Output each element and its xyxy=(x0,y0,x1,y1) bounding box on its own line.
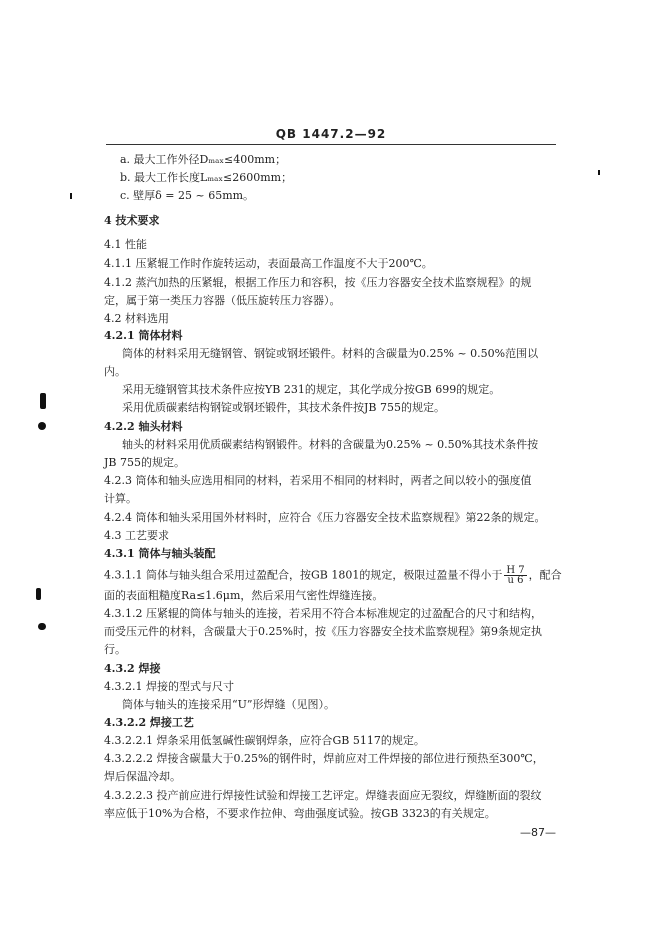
fit-tolerance-fraction xyxy=(504,566,526,585)
scan-mark xyxy=(598,170,600,175)
section-heading-4-3: 4.3 工艺要求 xyxy=(104,529,169,542)
fraction-numerator: H 7 xyxy=(506,565,525,576)
page-number: —87— xyxy=(520,826,556,839)
clause-4-3-2-2-2-cont: 焊后保温冷却。 xyxy=(104,770,181,783)
clause-4-2-2: 4.2.2 轴头材料 xyxy=(104,420,183,433)
clause-4-3-1-2: 4.3.1.2 压紧辊的筒体与轴头的连接，若采用不符合本标准规定的过盈配合的尺寸和结构， xyxy=(104,607,542,620)
clause-4-3-1-1-text: 4.3.1.1 筒体与轴头组合采用过盈配合，按GB 1801的规定，极限过盈量不得小于 xyxy=(104,568,503,582)
paragraph-barrel-material: 筒体的材料采用无缝钢管、钢锭或钢坯锻件。材料的含碳量为0.25% ~ 0.50%范围以 xyxy=(122,347,539,360)
scan-mark xyxy=(40,393,46,409)
clause-4-3-2-2: 4.3.2.2 焊接工艺 xyxy=(104,716,194,729)
clause-4-1-2: 4.1.2 蒸汽加热的压紧辊，根据工作压力和容积，按《压力容器安全技术监察规程》的规 xyxy=(104,276,532,289)
clause-4-3-1-1-tail: ，配合 xyxy=(528,568,562,582)
clause-4-2-3: 4.2.3 筒体和轴头应选用相同的材料，若采用不相同的材料时，两者之间以较小的强度值 xyxy=(104,474,532,487)
clause-4-3-1-1-cont: 面的表面粗糙度Ra≤1.6μm，然后采用气密性焊缝连接。 xyxy=(104,589,384,602)
clause-4-3-1-2-cont: 而受压元件的材料，含碳量大于0.25%时，按《压力容器安全技术监察规程》第9条规定执 xyxy=(104,625,542,638)
clause-4-3-1: 4.3.1 筒体与轴头装配 xyxy=(104,547,216,560)
clause-4-3-1-1 xyxy=(104,566,562,585)
paragraph-u-weld: 筒体与轴头的连接采用“U”形焊缝（见图）。 xyxy=(122,698,336,711)
clause-4-1-2-cont: 定，属于第一类压力容器（低压旋转压力容器）。 xyxy=(104,294,341,307)
clause-4-3-2-2-3: 4.3.2.2.3 投产前应进行焊接性试验和焊接工艺评定。焊缝表面应无裂纹，焊缝断面的裂纹 xyxy=(104,789,542,802)
standard-code-header: QB 1447.2—92 xyxy=(275,127,387,141)
section-heading-4: 4 技术要求 xyxy=(104,214,160,227)
paragraph-shaft-material-cont: JB 755的规定。 xyxy=(104,456,185,469)
list-item-c: c. 壁厚δ = 25 ~ 65mm。 xyxy=(120,189,255,202)
clause-4-1-1: 4.1.1 压紧辊工作时作旋转运动，表面最高工作温度不大于200℃。 xyxy=(104,257,433,270)
list-item-b: b. 最大工作长度Lₘₐₓ≤2600mm； xyxy=(120,171,293,184)
paragraph-shaft-material: 轴头的材料采用优质碳素结构钢锻件。材料的含碳量为0.25% ~ 0.50%其技术条件按 xyxy=(122,438,539,451)
scan-mark xyxy=(36,588,41,600)
list-item-a: a. 最大工作外径Dₘₐₓ≤400mm； xyxy=(120,153,287,166)
clause-4-3-2-2-1: 4.3.2.2.1 焊条采用低氢碱性碳钢焊条，应符合GB 5117的规定。 xyxy=(104,734,425,747)
clause-4-3-2: 4.3.2 焊接 xyxy=(104,662,161,675)
paragraph-seamless-pipe: 采用无缝钢管其技术条件应按YB 231的规定，其化学成分按GB 699的规定。 xyxy=(122,383,501,396)
clause-4-3-1-2-end: 行。 xyxy=(104,643,126,656)
fraction-denominator: u 6 xyxy=(507,575,524,586)
clause-4-2-4: 4.2.4 筒体和轴头采用国外材料时，应符合《压力容器安全技术监察规程》第22条的规定。 xyxy=(104,511,546,524)
clause-4-2-3-cont: 计算。 xyxy=(104,492,137,505)
scan-mark xyxy=(70,193,72,199)
scan-mark xyxy=(38,623,46,630)
section-heading-4-2: 4.2 材料选用 xyxy=(104,312,169,325)
section-heading-4-1: 4.1 性能 xyxy=(104,238,147,251)
clause-4-2-1: 4.2.1 筒体材料 xyxy=(104,329,183,342)
clause-4-3-2-2-3-cont: 率应低于10%为合格，不要求作拉伸、弯曲强度试验。按GB 3323的有关规定。 xyxy=(104,807,496,820)
clause-4-3-2-2-2: 4.3.2.2.2 焊接含碳量大于0.25%的钢件时，焊前应对工件焊接的部位进行预热至300℃， xyxy=(104,752,544,765)
header-rule xyxy=(106,144,556,145)
paragraph-forging: 采用优质碳素结构钢锭或钢坯锻件，其技术条件按JB 755的规定。 xyxy=(122,401,445,414)
scan-mark xyxy=(38,422,46,430)
clause-4-3-2-1: 4.3.2.1 焊接的型式与尺寸 xyxy=(104,680,234,693)
paragraph-barrel-material-cont: 内。 xyxy=(104,365,126,378)
